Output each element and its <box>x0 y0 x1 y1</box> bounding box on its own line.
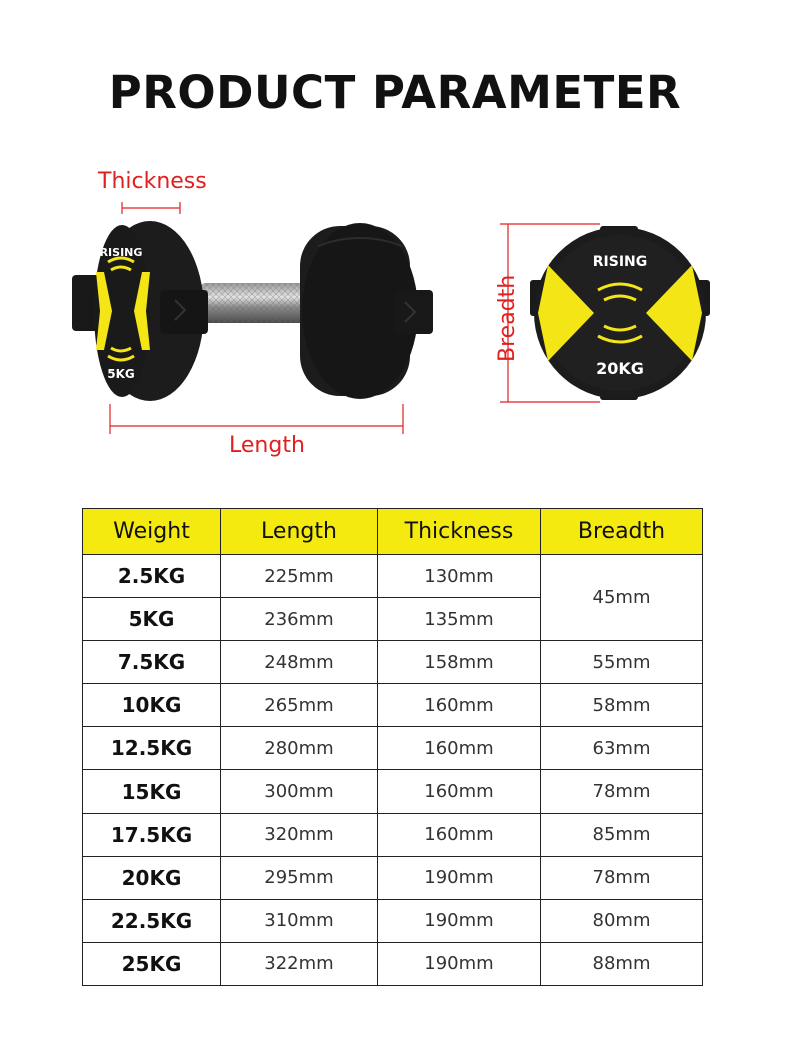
cell-breadth: 80mm <box>541 899 703 942</box>
table-row <box>83 813 703 856</box>
header-thickness: Thickness <box>378 509 541 555</box>
cell-length: 280mm <box>221 727 378 770</box>
header-breadth: Breadth <box>541 509 703 555</box>
table-row <box>83 641 703 684</box>
table-row <box>83 770 703 813</box>
table-row <box>83 942 703 985</box>
cell-weight: 5KG <box>83 598 221 641</box>
cell-breadth: 88mm <box>541 942 703 985</box>
length-label: Length <box>229 433 305 458</box>
cell-thickness: 160mm <box>378 727 541 770</box>
cell-breadth: 45mm <box>541 555 703 641</box>
cell-thickness: 130mm <box>378 555 541 598</box>
cell-length: 310mm <box>221 899 378 942</box>
cell-breadth: 78mm <box>541 856 703 899</box>
header-length: Length <box>221 509 378 555</box>
cell-thickness: 190mm <box>378 899 541 942</box>
table-row <box>83 856 703 899</box>
cell-length: 236mm <box>221 598 378 641</box>
cell-thickness: 135mm <box>378 598 541 641</box>
dumbbell-image <box>72 221 433 401</box>
length-dimension <box>110 404 403 434</box>
dumbbell-weight-text: 5KG <box>107 367 135 381</box>
cell-weight: 7.5KG <box>83 641 221 684</box>
cell-breadth: 63mm <box>541 727 703 770</box>
cell-weight: 17.5KG <box>83 813 221 856</box>
table-row <box>83 555 703 598</box>
cell-thickness: 190mm <box>378 856 541 899</box>
table-row <box>83 684 703 727</box>
cell-weight: 12.5KG <box>83 727 221 770</box>
cell-weight: 25KG <box>83 942 221 985</box>
table-row <box>83 727 703 770</box>
cell-weight: 10KG <box>83 684 221 727</box>
cell-weight: 22.5KG <box>83 899 221 942</box>
weight-plate-image <box>530 226 710 400</box>
cell-thickness: 160mm <box>378 813 541 856</box>
cell-breadth: 58mm <box>541 684 703 727</box>
dumbbell-brand-text: RISING <box>99 246 143 259</box>
cell-breadth: 55mm <box>541 641 703 684</box>
cell-thickness: 160mm <box>378 684 541 727</box>
breadth-label: Breadth <box>495 274 520 362</box>
cell-thickness: 190mm <box>378 942 541 985</box>
spec-table <box>82 508 703 986</box>
plate-brand-text: RISING <box>592 254 648 270</box>
cell-length: 265mm <box>221 684 378 727</box>
header-weight: Weight <box>83 509 221 555</box>
thickness-dimension <box>122 202 180 214</box>
product-illustration <box>0 150 790 470</box>
cell-thickness: 160mm <box>378 770 541 813</box>
cell-length: 225mm <box>221 555 378 598</box>
cell-weight: 15KG <box>83 770 221 813</box>
cell-thickness: 158mm <box>378 641 541 684</box>
table-row <box>83 899 703 942</box>
cell-weight: 2.5KG <box>83 555 221 598</box>
cell-length: 320mm <box>221 813 378 856</box>
cell-breadth: 78mm <box>541 770 703 813</box>
cell-weight: 20KG <box>83 856 221 899</box>
cell-length: 322mm <box>221 942 378 985</box>
page-title: PRODUCT PARAMETER <box>108 66 682 119</box>
thickness-label: Thickness <box>98 169 207 194</box>
cell-length: 295mm <box>221 856 378 899</box>
cell-length: 300mm <box>221 770 378 813</box>
cell-breadth: 85mm <box>541 813 703 856</box>
cell-length: 248mm <box>221 641 378 684</box>
table-header-row <box>83 509 703 555</box>
plate-weight-text: 20KG <box>596 359 644 378</box>
